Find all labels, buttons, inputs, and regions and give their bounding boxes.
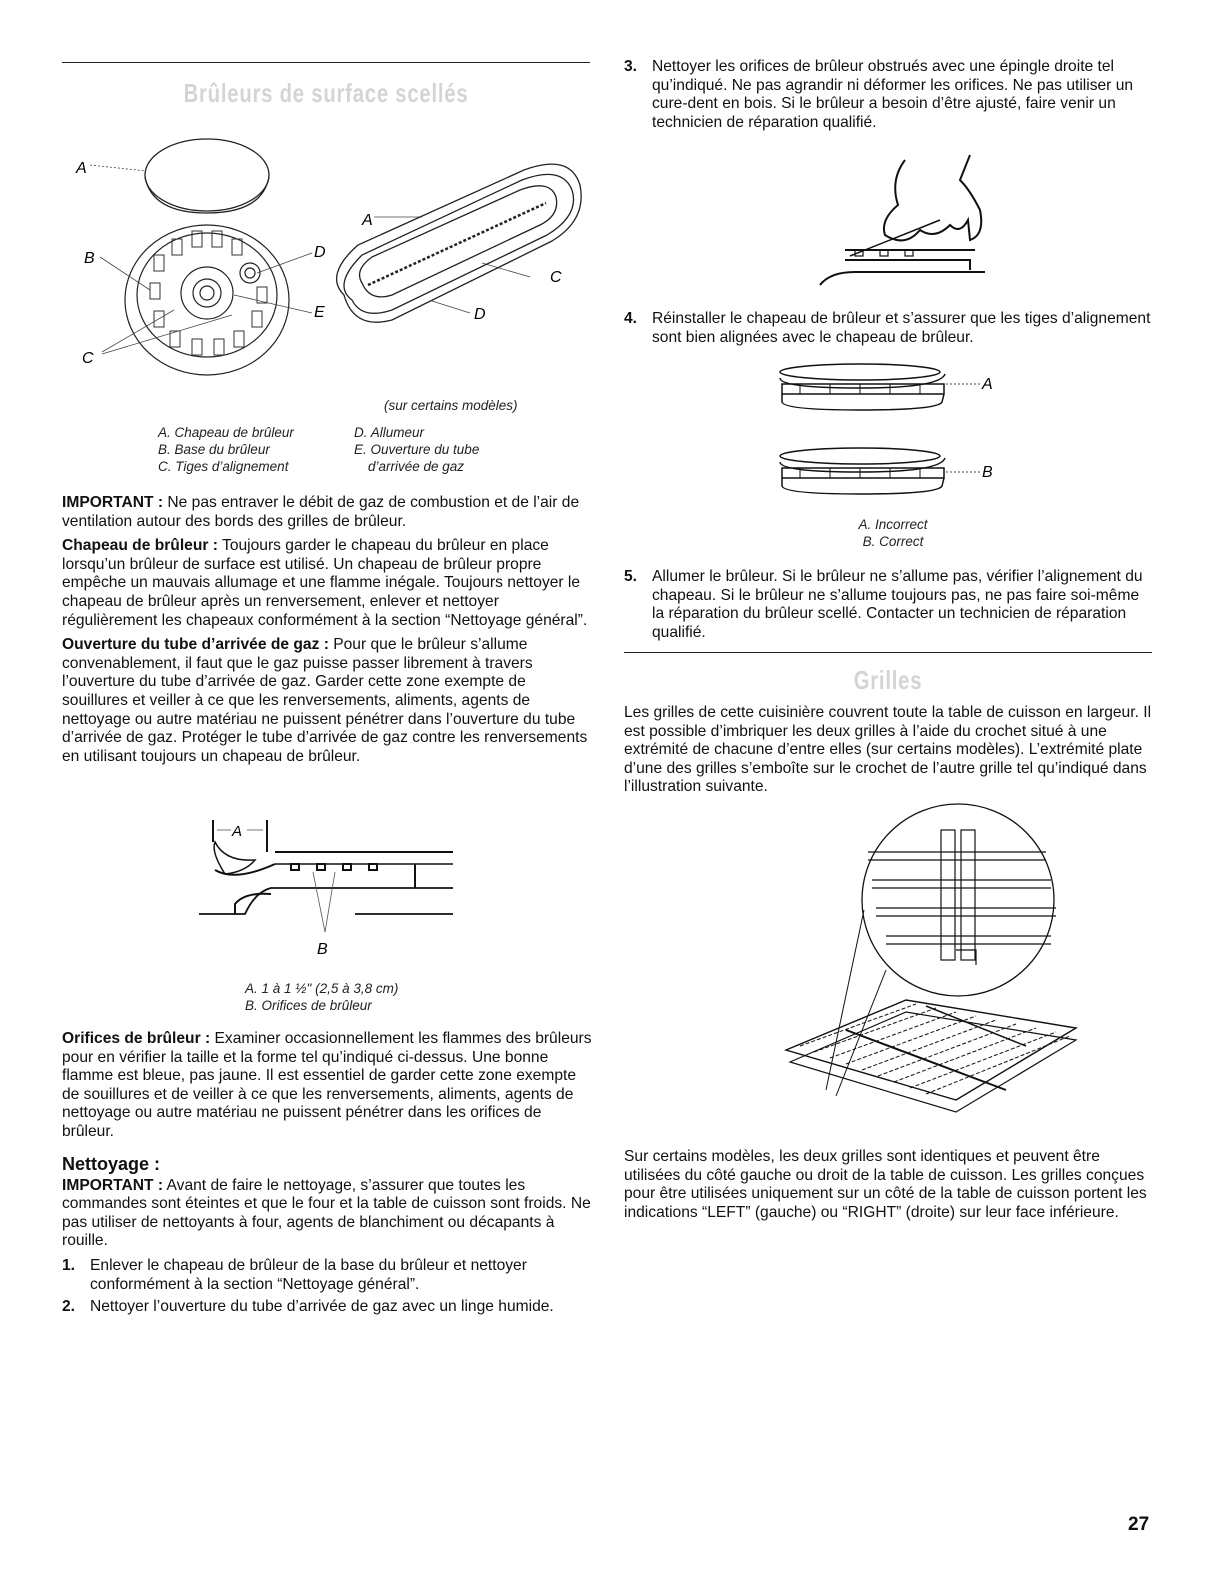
legend-e: E. Ouverture du tube	[354, 442, 480, 457]
step-5: 5. Allumer le brûleur. Si le brûleur ne s’allume pas, vérifier l’alignement du chapeau. Si le brûleur ne s’allume toujours pas, ne pas faire soi-même la réparation du brûleur scellé. Contacter un technicien de réparation qualifié.	[624, 568, 1143, 641]
fig1-legend-right	[354, 424, 534, 475]
page-number: 27	[1128, 1514, 1150, 1535]
right-step-5	[624, 568, 1154, 642]
oval-burner	[337, 164, 582, 322]
grilles-paragraph-2	[624, 1148, 1156, 1222]
fig4-legend	[624, 516, 1162, 550]
flame-legend-a: A. 1 à 1 ½" (2,5 à 3,8 cm)	[245, 981, 399, 996]
orifices-label: Orifices de brûleur :	[62, 1030, 211, 1047]
nettoyage-heading: Nettoyage :	[62, 1153, 161, 1174]
fig1-legend-left	[158, 424, 328, 475]
burner-diagram	[62, 135, 592, 400]
left-text-block-2	[62, 1030, 592, 1317]
top-rule-left	[62, 62, 590, 63]
models-note: (sur certains modèles)	[384, 398, 518, 413]
section-title-burners: Brûleurs de surface scellés	[183, 78, 469, 108]
grate-assembly	[786, 1000, 1076, 1112]
cap-label-a: A	[982, 376, 993, 393]
section-title-grilles: Grilles	[853, 665, 923, 695]
cap-alignment-diagram	[770, 362, 1000, 502]
label-b: B	[84, 250, 95, 267]
label-c-round: C	[82, 350, 94, 367]
ouverture-text: Pour que le brûleur s’allume convenablement, il faut que le gaz puisse passer librement à travers l’ouverture du tube d’arrivée de gaz. Garder cette zone exempte de souillures et veiller à ce que les renversements, aliments, agents de nettoyage ou autre matériau ne puissent pénétrer dans l’ouverture du tube d’arrivée de gaz. Protéger le tube d’arrivée de gaz contre les renversements en utilisant toujours un chapeau de brûleur.	[62, 636, 588, 765]
cap-incorrect	[780, 364, 980, 410]
step-1: 1. Enlever le chapeau de brûleur de la base du brûleur et nettoyer conformément à la section “Nettoyage général”.	[62, 1256, 527, 1293]
flame-legend-b: B. Orifices de brûleur	[245, 998, 372, 1013]
step-3: 3. Nettoyer les orifices de brûleur obstrués avec une épingle droite tel qu’indiqué. Ne pas agrandir ni déformer les orifices. Ne pas utiliser un cure-dent en bois. Si le brûleur a besoin d’être ajusté, faire venir un technicien de réparation qualifié.	[624, 58, 1134, 131]
legend-c: C. Tiges d’alignement	[158, 459, 289, 474]
pin-cleaning-diagram	[810, 150, 990, 290]
label-d-oval: D	[474, 306, 486, 323]
chapeau-paragraph	[62, 537, 592, 630]
flame-label-a: A	[232, 823, 243, 840]
fig2-legend	[245, 980, 505, 1014]
important2-label: IMPORTANT :	[62, 1176, 164, 1194]
step-4: 4. Réinstaller le chapeau de brûleur et s’assurer que les tiges d’alignement sont bien alignées avec le chapeau de brûleur.	[624, 310, 1151, 346]
cap-label-b: B	[982, 464, 993, 481]
orifices-paragraph	[62, 1030, 592, 1142]
ouverture-label: Ouverture du tube d’arrivée de gaz :	[62, 636, 329, 654]
orifices-text: Examiner occasionnellement les flammes des brûleurs pour en vérifier la taille et la forme tel qu’indiqué ci-dessus. Une bonne flamme est bleue, pas jaune. Il est essentiel de garder cette zone exempte de souillures et de veiller à ce que les renversements, aliments, agents de nettoyage ou autre matériau ne puissent pénétrer dans les orifices de brûleur.	[62, 1030, 592, 1140]
chapeau-label: Chapeau de brûleur :	[62, 537, 218, 555]
chapeau-text: Toujours garder le chapeau du brûleur en place lorsqu’un brûleur de surface est utilisé. Un chapeau de brûleur propre empêche un mauvais allumage et une flamme inégale. Toujours nettoyer le chapeau de brûleur après un renversement, enlever et nettoyer régulièrement les chapeaux conformément à la section “Nettoyage général”.	[62, 537, 588, 629]
step-2: 2. Nettoyer l’ouverture du tube d’arrivée de gaz avec un linge humide.	[62, 1298, 554, 1316]
grilles-text-1: Les grilles de cette cuisinière couvrent toute la table de cuisson en largeur. Il est possible d’imbriquer les deux grilles à l’aide du crochet situé à une extrémité de chacune d’entre elles (sur certains modèles). L’extrémité plate d’une des grilles s’emboîte sur le crochet de l’autre grille tel qu’indiqué dans l’illustration suivante.	[624, 704, 1152, 796]
grates-diagram	[776, 800, 1086, 1140]
label-a-oval: A	[362, 212, 373, 229]
cap-legend-a: A. Incorrect	[858, 517, 928, 532]
grilles-rule	[624, 652, 1152, 653]
legend-e-cont: d’arrivée de gaz	[368, 459, 465, 474]
cap-correct	[780, 448, 980, 494]
label-c-oval: C	[550, 269, 562, 286]
label-a-round: A	[76, 160, 87, 177]
right-step-3	[624, 58, 1154, 132]
round-burner-cap	[145, 139, 269, 213]
left-text-block-1	[62, 494, 592, 766]
label-e: E	[314, 304, 325, 321]
legend-a: A. Chapeau de brûleur	[158, 425, 294, 440]
ouverture-paragraph	[62, 636, 592, 766]
important-label: IMPORTANT :	[62, 494, 164, 511]
grilles-text-2: Sur certains modèles, les deux grilles sont identiques et peuvent être utilisées du côté gauche ou droit de la table de cuisson. Les grilles conçues pour être utilisées uniquement sur un côté de la table de cuisson portent les indications “LEFT” (gauche) ou “RIGHT” (droite) sur leur face inférieure.	[624, 1148, 1147, 1221]
important2-paragraph	[62, 1177, 592, 1251]
right-step-4	[624, 310, 1154, 347]
round-burner-base	[125, 225, 289, 375]
grilles-paragraph-1	[624, 704, 1156, 797]
important2-text: Avant de faire le nettoyage, s’assurer que toutes les commandes sont éteintes et que le four et la table de cuisson sont froids. Ne pas utiliser de nettoyants à four, agents de blanchiment ou décapants à rouille.	[62, 1176, 591, 1250]
important-paragraph	[62, 494, 592, 531]
cap-legend-b: B. Correct	[862, 534, 924, 549]
important-text: Ne pas entraver le débit de gaz de combustion et de l’air de ventilation autour des bords des grilles de brûleur.	[62, 494, 580, 530]
flame-label-b: B	[317, 941, 328, 958]
legend-d: D. Allumeur	[354, 425, 425, 440]
flame-diagram	[195, 812, 455, 962]
cleaning-steps	[62, 1257, 592, 1317]
legend-b: B. Base du brûleur	[158, 442, 270, 457]
label-d-round: D	[314, 244, 326, 261]
